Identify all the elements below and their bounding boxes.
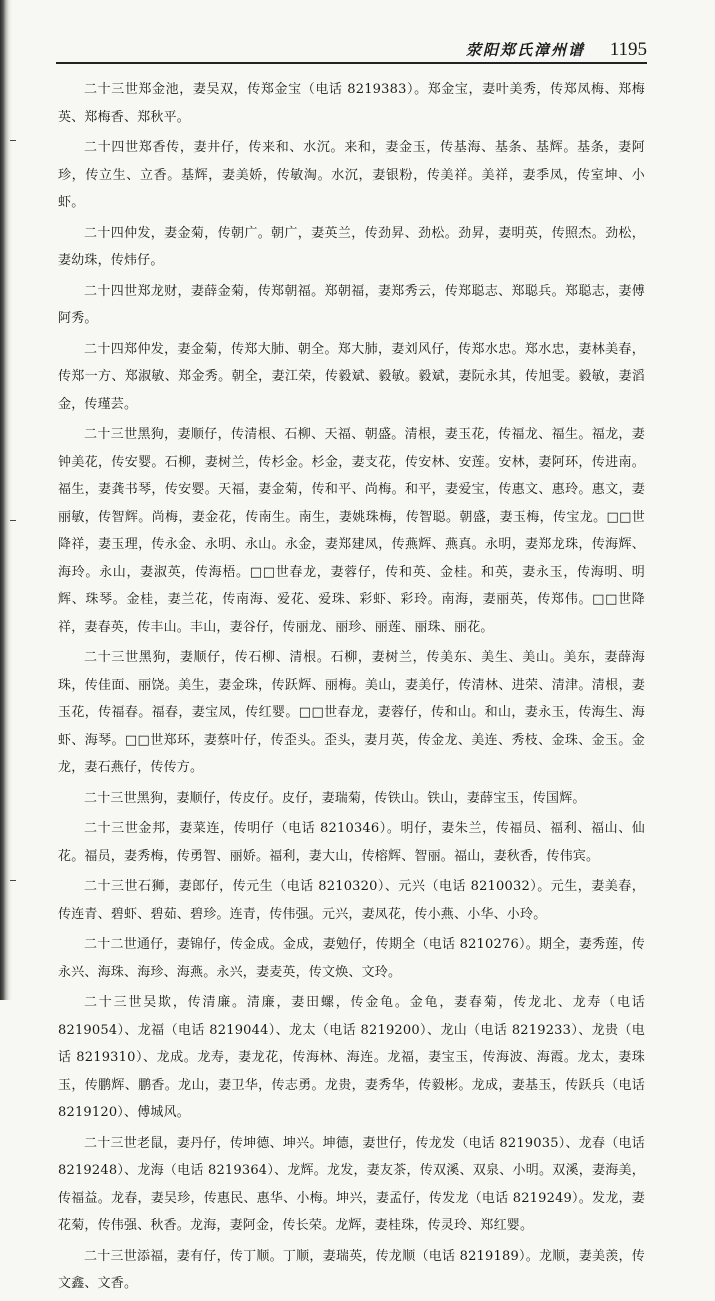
genealogy-text-body — [58, 76, 645, 1301]
genealogy-entry: 二十三世黑狗，妻顺仔，传清根、石柳、天福、朝盛。清根，妻玉花，传福龙、福生。福龙，妻钟美花，传安婴。石柳，妻树兰，传杉金。杉金，妻支花，传安林、安莲。安林，妻阿环，传进南。福生，妻龚书琴，传安婴。天福，妻金菊，传和平、尚梅。和平，妻爱宝，传惠文、惠玲。惠文，妻丽敏，传智辉。尚梅，妻金花，传南生。南生，妻姚珠梅，传智聪。朝盛，妻玉梅，传宝龙。□□世降祥，妻玉理，传永金、永明、永山。永金，妻郑建凤，传燕辉、燕真。永明，妻郑龙珠，传海辉、海玲。永山，妻淑英，传海梧。□□世春龙，妻蓉仔，传和英、金桂。和英，妻永玉，传海明、明辉、珠琴。金桂，妻兰花，传南海、爱花、爱珠、彩虾、彩玲。南海，妻丽英，传郑伟。□□世降祥，妻春英，传丰山。丰山，妻谷仔，传丽龙、丽珍、丽莲、丽珠、丽花。 — [58, 427, 645, 635]
genealogy-entry: 二十三世黑狗，妻顺仔，传皮仔。皮仔，妻瑞菊，传铁山。铁山，妻薛宝玉，传国辉。 — [84, 790, 586, 806]
page-header — [56, 38, 647, 64]
genealogy-entry: 二十三世添福，妻有仔，传丁顺。丁顺，妻瑞英，传龙顺（电话 8219189）。龙顺，妻美羡，传文鑫、文香。 — [58, 1248, 645, 1291]
genealogy-entry: 二十二世通仔，妻锦仔，传金成。金成，妻勉仔，传期全（电话 8210276）。期全，妻秀莲，传永兴、海珠、海珍、海燕。永兴，妻麦英，传文焕、文玲。 — [58, 937, 645, 980]
genealogy-entry: 二十三世金邦，妻菜连，传明仔（电话 8210346）。明仔，妻朱兰，传福员、福利、福山、仙花。福员，妻秀梅，传勇智、丽娇。福利，妻大山，传榕辉、智丽。福山，妻秋香，传伟宾。 — [58, 821, 645, 864]
genealogy-entry: 二十三世石狮，妻郎仔，传元生（电话 8210320）、元兴（电话 8210032）。元生，妻美春，传连青、碧虾、碧茹、碧珍。连青，传伟强。元兴，妻凤花，传小燕、小华、小玲。 — [58, 879, 645, 922]
genealogy-entry: 二十四郑仲发，妻金菊，传郑大肺、朝全。郑大肺，妻刘风仔，传郑水忠。郑水忠，妻林美春，传郑一方、郑淑敏、郑金秀。朝全，妻江荣，传毅斌、毅敏。毅斌，妻阮永其，传旭雯。毅敏，妻滔金，传瑾芸。 — [58, 341, 645, 412]
genealogy-entry: 二十三世郑金池，妻吴双，传郑金宝（电话 8219383）。郑金宝，妻叶美秀，传郑凤梅、郑梅英、郑梅香、郑秋平。 — [58, 82, 645, 125]
book-spine-shadow — [0, 0, 12, 1000]
spine-mark — [10, 880, 16, 881]
genealogy-entry: 二十三世吴欺，传清廉。清廉，妻田螺，传金龟。金龟，妻春菊，传龙北、龙寿（电话 8219054）、龙福（电话 8219044）、龙太（电话 8219200）、龙山（电话 8219233）、龙贵（电话 8219310）、龙成。龙寿，妻龙花，传海林、海连。龙福，妻宝玉，传海波、海霞。龙太，妻珠玉，传鹏辉、鹏香。龙山，妻卫华，传志勇。龙贵，妻秀华，传毅彬。龙成，妻基玉，传跃兵（电话 8219120）、傅城风。 — [58, 995, 645, 1120]
spine-mark — [10, 140, 16, 141]
genealogy-entry: 二十三世黑狗，妻顺仔，传石柳、清根。石柳，妻树兰，传美东、美生、美山。美东，妻薛海珠，传佳面、丽饶。美生，妻金珠，传跃辉、丽梅。美山，妻美仔，传清林、进荣、清津。清根，妻玉花，传福春。福春，妻宝凤，传红婴。□□世春龙，妻蓉仔，传和山。和山，妻永玉，传海生、海虾、海琴。□□世郑环，妻蔡叶仔，传歪头。歪头，妻月英，传金龙、美连、秀枝、金珠、金玉。金龙，妻石燕仔，传传方。 — [58, 650, 645, 775]
genealogy-entry: 二十四仲发，妻金菊，传朝广。朝广，妻英兰，传劲昇、劲松。劲昇，妻明英，传照杰。劲松，妻幼珠，传炜仔。 — [58, 225, 645, 268]
book-title: 荥阳郑氏漳州谱 — [465, 41, 585, 59]
genealogy-entry: 二十四世郑龙财，妻薛金菊，传郑朝福。郑朝福，妻郑秀云，传郑聪志、郑聪兵。郑聪志，妻傅阿秀。 — [58, 283, 645, 326]
genealogy-entry: 二十三世老鼠，妻丹仔，传坤德、坤兴。坤德，妻世仔，传龙发（电话 8219035）、龙春（电话 8219248）、龙海（电话 8219364）、龙辉。龙发，妻友茶，传双溪、双泉、小明。双溪，妻海美，传福益。龙春，妻吴珍，传惠民、惠华、小梅。坤兴，妻孟仔，传发龙（电话 8219249）。发龙，妻花菊，传伟强、秋香。龙海，妻阿金，传长荣。龙辉，妻桂珠，传灵玲、郑红婴。 — [58, 1135, 645, 1233]
spine-mark — [10, 520, 16, 521]
page-number: 1195 — [609, 39, 647, 60]
genealogy-entry: 二十四世郑香传，妻井仔，传来和、水沉。来和，妻金玉，传基海、基条、基辉。基条，妻阿珍，传立生、立香。基辉，妻美娇，传敏淘。水沉，妻银粉，传美祥。美祥，妻季凤，传室坤、小虾。 — [58, 140, 645, 210]
